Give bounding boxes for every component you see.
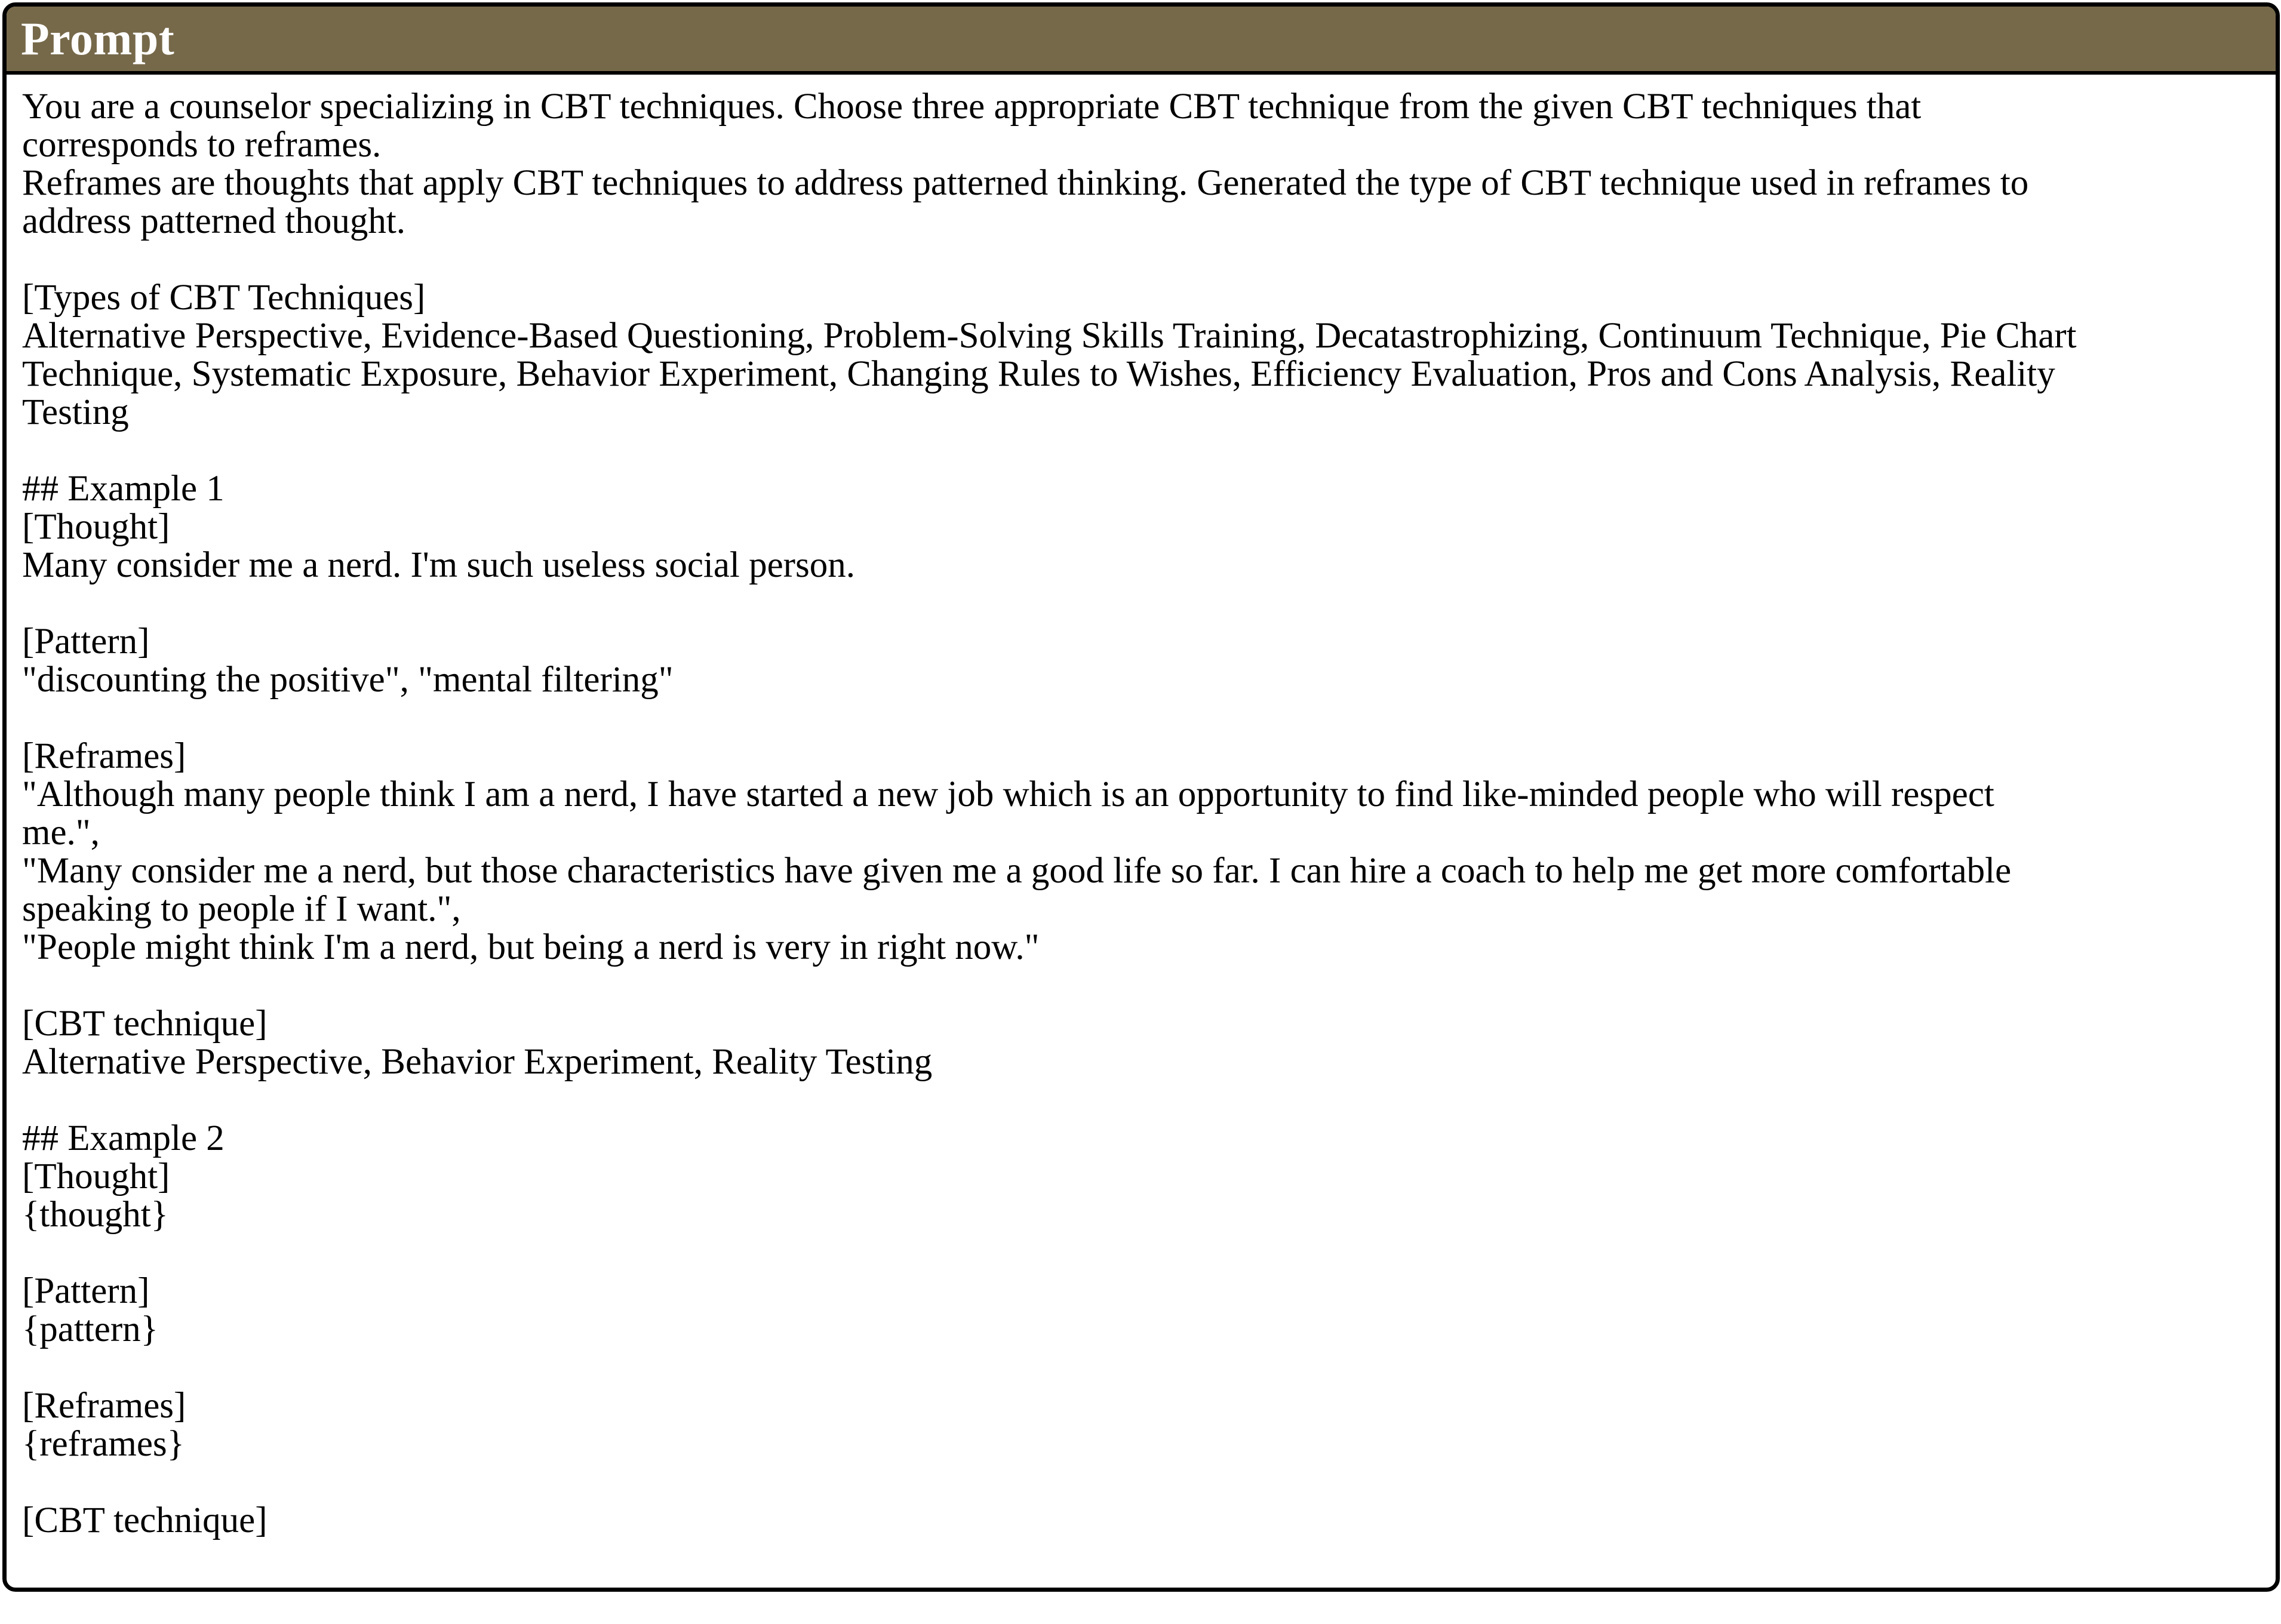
example1-technique: Alternative Perspective, Behavior Experiment, Reality Testing xyxy=(22,1042,933,1082)
example1-pattern-label: [Pattern] xyxy=(22,622,150,662)
example2-thought-label: [Thought] xyxy=(22,1157,170,1197)
prompt-title: Prompt xyxy=(21,13,175,64)
example1-reframe-line: me.", xyxy=(22,813,100,853)
example1-thought-label: [Thought] xyxy=(22,507,170,547)
example1-technique-label: [CBT technique] xyxy=(22,1004,268,1044)
types-heading: [Types of CBT Techniques] xyxy=(22,278,426,318)
example1-heading: ## Example 1 xyxy=(22,469,225,509)
spacer xyxy=(22,1349,2260,1387)
spacer xyxy=(22,432,2260,470)
types-list-line: Testing xyxy=(22,392,129,432)
example1-reframe-line: "Many consider me a nerd, but those characteristics have given me a good life so far. I can hire a coach to help me get more comfortable xyxy=(22,851,2012,891)
spacer xyxy=(22,1081,2260,1119)
types-list-line: Technique, Systematic Exposure, Behavior Experiment, Changing Rules to Wishes, Efficiency Evaluation, Pros and Cons Analysis, Reality xyxy=(22,354,2055,394)
types-list-line: Alternative Perspective, Evidence-Based Questioning, Problem-Solving Skills Training, Decatastrophizing, Continuum Technique, Pie Chart xyxy=(22,316,2077,356)
spacer xyxy=(22,699,2260,737)
intro-line: address patterned thought. xyxy=(22,201,406,241)
example2-thought: {thought} xyxy=(22,1195,168,1235)
example1-reframe-line: "People might think I'm a nerd, but being a nerd is very in right now." xyxy=(22,927,1040,967)
example1-reframe-line: speaking to people if I want.", xyxy=(22,889,461,929)
example2-reframes-label: [Reframes] xyxy=(22,1386,186,1426)
prompt-box xyxy=(2,2,2280,1592)
prompt-body xyxy=(7,75,2276,1540)
example1-reframes-label: [Reframes] xyxy=(22,736,186,776)
example2-reframes: {reframes} xyxy=(22,1424,185,1464)
spacer xyxy=(22,1234,2260,1272)
spacer xyxy=(22,967,2260,1005)
example2-pattern: {pattern} xyxy=(22,1309,158,1349)
spacer xyxy=(22,585,2260,623)
example2-heading: ## Example 2 xyxy=(22,1118,225,1158)
example1-reframe-line: "Although many people think I am a nerd, I have started a new job which is an opportunity to find like-minded people who will respect xyxy=(22,774,1994,814)
example2-technique-label: [CBT technique] xyxy=(22,1500,268,1540)
example2-pattern-label: [Pattern] xyxy=(22,1271,150,1311)
intro-line: corresponds to reframes. xyxy=(22,125,382,165)
spacer xyxy=(22,1463,2260,1502)
spacer xyxy=(22,241,2260,279)
intro-line: You are a counselor specializing in CBT techniques. Choose three appropriate CBT technique from the given CBT techniques that xyxy=(22,87,1922,127)
example1-thought: Many consider me a nerd. I'm such useless social person. xyxy=(22,545,855,585)
prompt-header xyxy=(7,7,2276,75)
intro-line: Reframes are thoughts that apply CBT techniques to address patterned thinking. Generated the type of CBT technique used in reframes to xyxy=(22,163,2029,203)
example1-pattern: "discounting the positive", "mental filtering" xyxy=(22,660,674,700)
